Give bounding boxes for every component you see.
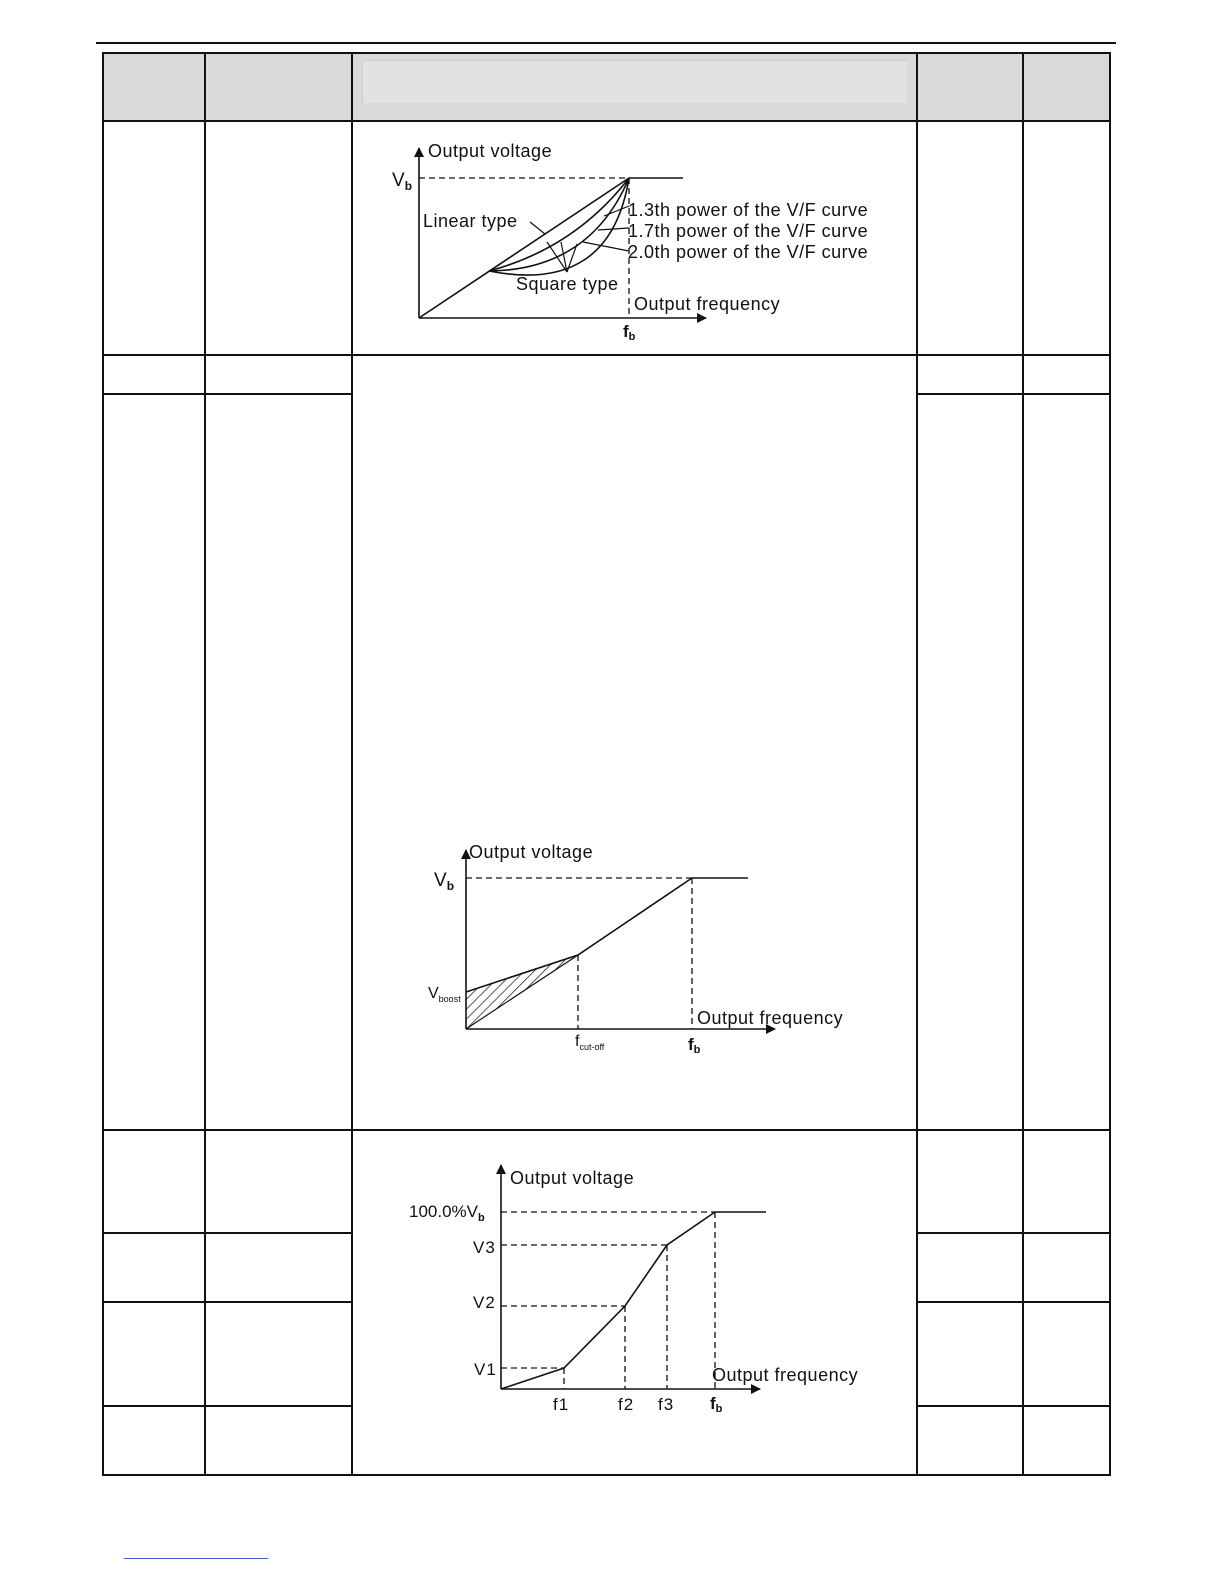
- fig2-y-axis-label: Output voltage: [469, 842, 594, 862]
- curve-13-leader: [604, 206, 629, 216]
- linear-leader: [530, 222, 545, 234]
- fig3-v3-label: V3: [473, 1238, 496, 1257]
- fig3-f3-label: f3: [658, 1395, 675, 1414]
- multipoint-vf-line: [501, 1212, 766, 1389]
- fig3-vb-label: $100.0\%V_b$: [409, 1202, 485, 1224]
- fig1-curve-13-label: 1.3th power of the V/F curve: [628, 200, 869, 220]
- fig3-f1-label: f1: [553, 1395, 570, 1414]
- fig1-y-axis-label: Output voltage: [428, 141, 553, 161]
- fig1-vb-label: $V_b$: [392, 170, 413, 193]
- fig1-curve-20-label: 2.0th power of the V/F curve: [628, 242, 869, 262]
- fig1-x-axis-label: Output frequency: [634, 294, 781, 314]
- fig3-y-axis-label: Output voltage: [510, 1168, 635, 1188]
- fig1-curve-17-label: 1.7th power of the V/F curve: [628, 221, 869, 241]
- fig3-v2-label: V2: [473, 1293, 496, 1312]
- fig3-x-axis-label: Output frequency: [712, 1365, 859, 1385]
- fig2-vboost-label: $V_{boost}$: [428, 985, 461, 1004]
- footer-rule: [124, 1558, 268, 1559]
- fig2-vb-label: $V_b$: [434, 870, 455, 893]
- fig2-x-axis-label: Output frequency: [697, 1008, 844, 1028]
- fig2-fcut-label: $f_{cut-off}$: [575, 1033, 605, 1052]
- fig1-fb-label: fb: [623, 322, 636, 343]
- boosted-vf-line: [466, 878, 692, 992]
- fig1-linear-label: Linear type: [423, 211, 518, 231]
- curve-20-leader: [583, 242, 629, 251]
- fig3-f2-label: f2: [618, 1395, 635, 1414]
- fig2-fb-label: fb: [688, 1035, 701, 1056]
- multipoint-vf-figure: [501, 1165, 766, 1389]
- torque-boost-figure: [466, 850, 775, 1029]
- fig1-square-label: Square type: [516, 274, 619, 294]
- fig3-v1-label: V1: [474, 1360, 497, 1379]
- fig3-fb-label: fb: [710, 1394, 723, 1415]
